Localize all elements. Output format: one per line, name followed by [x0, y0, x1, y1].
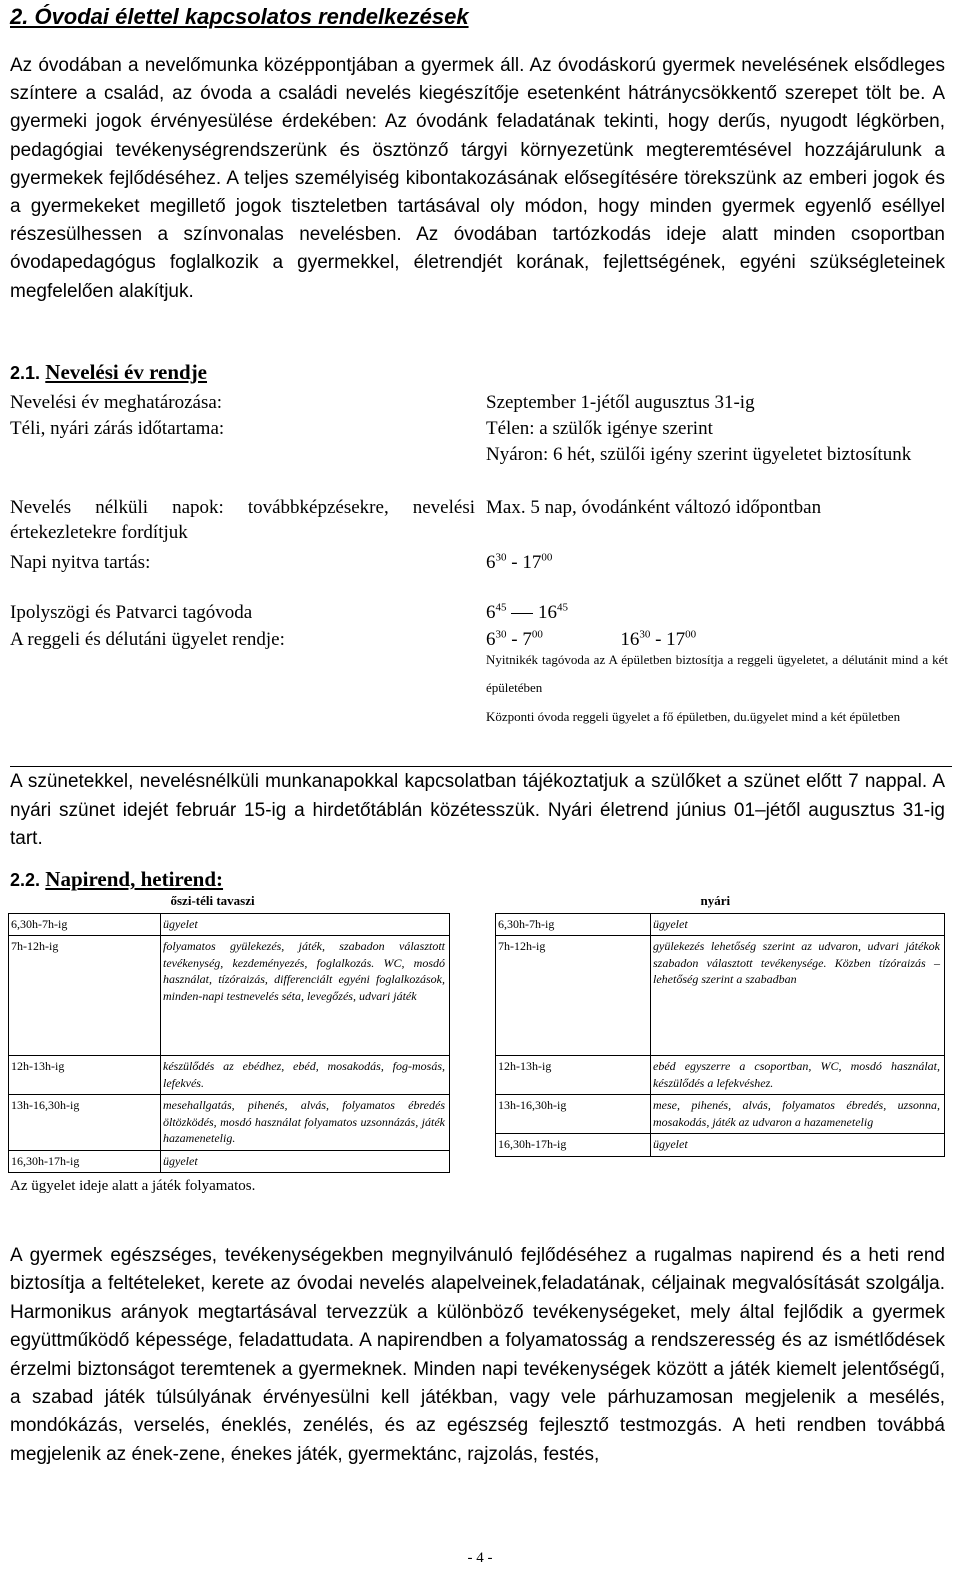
page-number: - 4 - — [467, 1550, 493, 1566]
time-minute: 30 — [639, 628, 651, 641]
activity-cell: gyülekezés lehetőség szerint az udvaron, udvari játékok szabadon választott tevékenysége. Közben tízóraizás – lehetőség szerint a szabadban — [651, 936, 945, 1056]
time-cell: 7h-12h-ig — [496, 936, 651, 1056]
activity-cell: ügyelet — [651, 913, 945, 936]
time-minute: 30 — [495, 551, 507, 564]
time-minute: 45 — [495, 601, 507, 614]
branch-label: Ipolyszögi és Patvarci tagóvoda — [10, 602, 253, 623]
time-cell: 16,30h-17h-ig — [9, 1150, 161, 1173]
activity-cell: mesehallgatás, pihenés, alvás, folyamatos ébredés öltözködés, mosdó használat folyamatos uzsonnázás, játék hazamenetelig. — [161, 1095, 450, 1151]
table-row — [9, 1095, 450, 1151]
table-row — [9, 936, 450, 1056]
opening-label: Napi nyitva tartás: — [10, 552, 151, 573]
table-row — [496, 1134, 945, 1157]
daily-routine-summer — [495, 893, 945, 1157]
winter-closing: Télen: a szülők igénye szerint — [486, 418, 713, 439]
table-row — [9, 1150, 450, 1173]
table-row — [496, 1056, 945, 1095]
duty-note: Nyitnikék tagóvoda az A épületben biztosítja a reggeli ügyeletet, a délutánit mind a két épületében — [486, 652, 948, 695]
activity-cell: ügyelet — [161, 913, 450, 936]
time-cell: 16,30h-17h-ig — [496, 1134, 651, 1157]
schedule-label: Nevelés nélküli napok: továbbképzésekre, nevelési értekezletekre fordítjuk — [10, 497, 475, 543]
schedule-label: Téli, nyári zárás időtartama: — [10, 418, 225, 439]
duty-label: A reggeli és délutáni ügyelet rendje: — [10, 629, 285, 650]
time-hour: 17 — [522, 552, 542, 573]
time-cell: 7h-12h-ig — [9, 936, 161, 1056]
schedule-label: Nevelési év meghatározása: — [10, 392, 223, 413]
activity-cell: ebéd egyszerre a csoportban, WC, mosdó használat, készülődés a lefekvéshez. — [651, 1056, 945, 1095]
time-hour: 7 — [522, 629, 532, 650]
time-separator: - — [506, 552, 523, 573]
school-year-schedule — [10, 390, 952, 767]
time-minute: 45 — [557, 601, 568, 614]
table-row — [9, 913, 450, 936]
schedule-value: Max. 5 nap, óvodánként változó időpontban — [486, 497, 822, 518]
activity-cell: készülődés az ebédhez, ebéd, mosakodás, fog-mosás, lefekvés. — [161, 1056, 450, 1095]
time-hour: 16 — [538, 602, 557, 623]
time-cell: 6,30h-7h-ig — [9, 913, 161, 936]
schedule-value: Szeptember 1-jétől augusztus 31-ig — [486, 392, 755, 413]
table-header: őszi-téli tavaszi — [161, 893, 450, 913]
section-title: 2. Óvodai élettel kapcsolatos rendelkezések — [10, 4, 469, 29]
time-minute: 00 — [541, 551, 553, 564]
time-separator: - — [506, 629, 523, 650]
daily-heading-number: 2.2. — [10, 870, 41, 890]
time-hour: 6 — [486, 602, 496, 623]
duty-play-note: Az ügyelet ideje alatt a játék folyamatos. — [10, 1178, 256, 1194]
duty-note: Központi óvoda reggeli ügyelet a fő épületben, du.ügyelet mind a két épületben — [486, 709, 901, 724]
time-cell: 13h-16,30h-ig — [496, 1095, 651, 1134]
schedule-heading-number: 2.1. — [10, 363, 41, 383]
time-minute: 00 — [685, 628, 697, 641]
intro-paragraph: Az óvodában a nevelőmunka középpontjában a gyermek áll. Az óvodáskorú gyermek nevelésének elsődleges színtere a család, az óvoda a családi nevelés kiegészítője esetenként hátránycsökkentő szerepet tölt be. A gyermeki jogok érvényesülése érdekében: Az óvodánk feladatának tekinti, hogy derűs, nyugodt légkörben, pedagógiai tevékenységrendszerünk és ösztönző tárgyi környezetünk megteremtésével hozzájárulunk a gyermekek fejlődéséhez. A teljes személyiség kibontakozásának elősegítésére törekszünk az emberi jogok és a gyermekeket megillető jogok tiszteletben tartásával oly módon, hogy minden gyermek egyenlő eséllyel részesülhessen a színvonalas nevelésben. Az óvodában tartózkodás ideje alatt minden csoportban óvodapedagógus foglalkozik a gyermekkel, életrendjét korának, fejlettségének, egyéni szükségleteinek megfelelően alakítjuk. — [10, 55, 945, 302]
table-header: nyári — [651, 893, 945, 913]
time-cell: 13h-16,30h-ig — [9, 1095, 161, 1151]
time-hour: 6 — [486, 552, 496, 573]
time-minute: 00 — [531, 628, 543, 641]
time-hour: 6 — [486, 629, 496, 650]
branch-hours — [486, 600, 948, 625]
activity-cell: folyamatos gyülekezés, játék, szabadon választott tevékenység, kezdeményezés, foglalkozás. WC, mosdó használat, tízóraizás, differenciált egyéni foglalkozások, minden-napi testnevelés séta, levegőzés, udvari játék — [161, 936, 450, 1056]
schedule-heading-text: Nevelési év rendje — [45, 360, 208, 384]
time-cell: 12h-13h-ig — [9, 1056, 161, 1095]
time-hour: 16 — [620, 629, 640, 650]
daily-heading — [10, 867, 223, 892]
daily-routine-autumn-winter-spring — [8, 893, 450, 1173]
time-separator: - — [650, 629, 667, 650]
table-row — [496, 913, 945, 936]
activity-cell: mese, pihenés, alvás, folyamatos ébredés, uzsonna, mosakodás, játék az udvaron a hazamenetelig — [651, 1095, 945, 1134]
opening-hours — [486, 550, 948, 575]
activity-cell: ügyelet — [161, 1150, 450, 1173]
schedule-value — [486, 416, 948, 467]
summer-closing: Nyáron: 6 hét, szülői igény szerint ügyeletet biztosítunk — [486, 444, 912, 465]
activity-cell: ügyelet — [651, 1134, 945, 1157]
time-cell: 12h-13h-ig — [496, 1056, 651, 1095]
holiday-info-paragraph: A szünetekkel, nevelésnélküli munkanapokkal kapcsolatban tájékoztatjuk a szülőket a szünet előtt 7 nappal. A nyári szünet idejét február 15-ig a hirdetőtáblán közétesszük. Nyári életrend június 01–jétől augusztus 31-ig tart. — [10, 771, 945, 849]
time-cell: 6,30h-7h-ig — [496, 913, 651, 936]
closing-paragraph: A gyermek egészséges, tevékenységekben megnyilvánuló fejlődéséhez a rugalmas napirend és a heti rend biztosítja a feltételeket, kerete az óvodai nevelés alapelveinek,feladatának, céljainak megvalósítását szolgálja. Harmonikus arányok megtartásával tervezzük a különböző tevékenységeket, mely által fejlődik a gyermek együttműködő képessége, feladattudata. A napirendben a folyamatosság a rendszeresség és az ismétlődések érzelmi biztonságot teremtenek a gyermeknek. Minden napi tevékenységek között a játék kiemelt jelentőségű, a szabad játék túlsúlyának érvényesülni kell játékban, vagy vele párhuzamosan megjelenik a mesélés, mondókázás, verselés, éneklés, zenélés, és az egészség fejlesztő testmozgás. A heti rendben továbbá megjelenik az ének-zene, énekes játék, gyermektánc, rajzolás, festés, — [10, 1245, 945, 1465]
table-row — [9, 1056, 450, 1095]
table-row — [496, 936, 945, 1056]
table-row — [496, 1095, 945, 1134]
daily-heading-text: Napirend, hetirend: — [45, 867, 224, 891]
schedule-heading — [10, 360, 207, 385]
time-hour: 17 — [666, 629, 686, 650]
time-minute: 30 — [495, 628, 507, 641]
